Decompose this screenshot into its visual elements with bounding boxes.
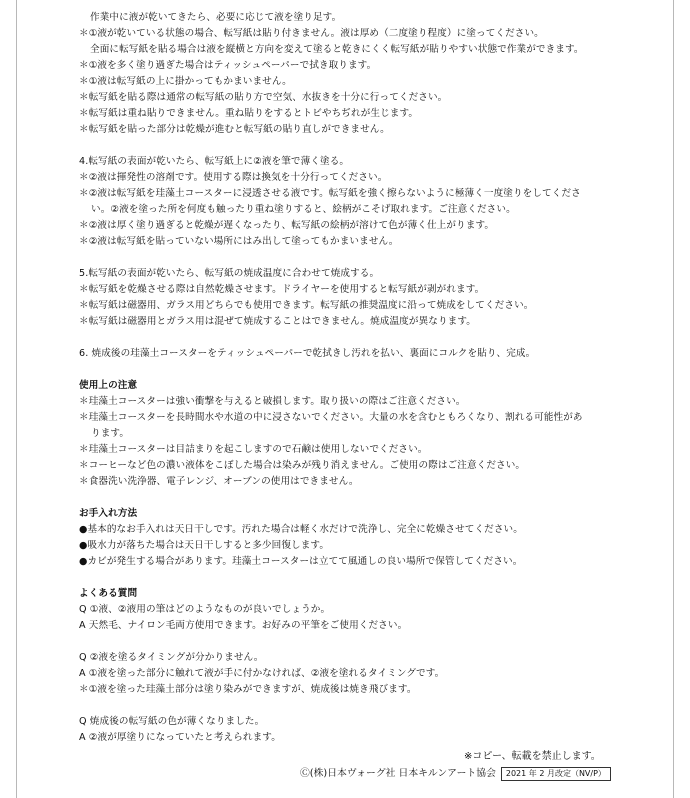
footer bbox=[300, 767, 611, 781]
step6-heading: 6. 焼成後の珪藻土コースターをティッシュペーパーで乾拭きし汚れを払い、裏面にコルクを貼り、完成。 bbox=[79, 348, 536, 359]
step3-note: ＊①液は転写紙の上に掛かってもかまいません。 bbox=[79, 76, 292, 87]
faq-answer: A ②液が厚塗りになっていたと考えられます。 bbox=[79, 732, 281, 743]
step5-note: ＊転写紙は磁器用、ガラス用どちらでも使用できます。転写紙の推奨温度に沿って焼成をしてください。 bbox=[79, 300, 534, 311]
document-page bbox=[16, 0, 674, 798]
step4-note: ＊②液は揮発性の溶剤です。使用する際は換気を十分行ってください。 bbox=[79, 172, 388, 183]
faq-question: Q ②液を塗るタイミングが分かりません。 bbox=[79, 652, 264, 663]
step4-note: い。②液を塗った所を何度も触ったり重ね塗りすると、絵柄がこそげ取れます。ご注意ください。 bbox=[91, 204, 516, 215]
caution-item: ります。 bbox=[91, 428, 130, 439]
step3-note: ＊①液を多く塗り過ぎた場合はティッシュペーパーで拭き取ります。 bbox=[79, 60, 377, 71]
instruction-content bbox=[79, 10, 619, 746]
faq-answer: A 天然毛、ナイロン毛両方使用できます。お好みの平筆をご使用ください。 bbox=[79, 620, 408, 631]
step3-note: ＊①液が乾いている状態の場合、転写紙は貼り付きません。液は厚め（二度塗り程度）に塗ってください。 bbox=[79, 28, 544, 39]
step3-note: 全面に転写紙を貼る場合は液を縦横と方向を変えて塗ると乾きにくく転写紙が貼りやすい状態で作業ができます。 bbox=[90, 44, 584, 55]
step4-heading: 4.転写紙の表面が乾いたら、転写紙上に②液を筆で薄く塗る。 bbox=[79, 156, 350, 167]
step3-continuation: 作業中に液が乾いてきたら、必要に応じて液を塗り足す。 bbox=[90, 12, 342, 23]
step5-note: ＊転写紙を乾燥させる際は自然乾燥させます。ドライヤーを使用すると転写紙が剥がれます。 bbox=[79, 284, 485, 295]
care-title: お手入れ方法 bbox=[79, 508, 138, 519]
caution-item: ＊食器洗い洗浄器、電子レンジ、オーブンの使用はできません。 bbox=[79, 476, 359, 487]
step4-note: ＊②液は転写紙を貼っていない場所にはみ出して塗ってもかまいません。 bbox=[79, 236, 399, 247]
step5-note: ＊転写紙は磁器用とガラス用は混ぜて焼成することはできません。焼成温度が異なります。 bbox=[79, 316, 476, 327]
caution-item: ＊珪藻土コースターは目詰まりを起こしますので石鹸は使用しないでください。 bbox=[79, 444, 428, 455]
faq-question: Q ①液、②液用の筆はどのようなものが良いでしょうか。 bbox=[79, 604, 331, 615]
cautions-title: 使用上の注意 bbox=[79, 380, 138, 391]
revision-date-box: 2021 年 2 月改定（NV/P） bbox=[501, 767, 611, 781]
care-item: ●カビが発生する場合があります。珪藻土コースターは立てて風通しの良い場所で保管してください。 bbox=[79, 556, 523, 567]
step3-note: ＊転写紙は重ね貼りできません。重ね貼りをするとトビやちぢれが生じます。 bbox=[79, 108, 419, 119]
copyright-text: Ⓒ(株)日本ヴォーグ社 日本キルンアート協会 bbox=[300, 768, 496, 779]
step4-note: ＊②液は厚く塗り過ぎると乾燥が遅くなったり、転写紙の絵柄が溶けて色が薄く仕上がります。 bbox=[79, 220, 495, 231]
faq-answer: A ①液を塗った部分に触れて液が手に付かなければ、②液を塗れるタイミングです。 bbox=[79, 668, 445, 679]
step3-note: ＊転写紙を貼った部分は乾燥が進むと転写紙の貼り直しができません。 bbox=[79, 124, 390, 135]
caution-item: ＊珪藻土コースターを長時間水や水道の中に浸さないでください。大量の水を含むともろくなり、割れる可能性があ bbox=[79, 412, 583, 423]
caution-item: ＊珪藻土コースターは強い衝撃を与えると破損します。取り扱いの際はご注意ください。 bbox=[79, 396, 466, 407]
step5-heading: 5.転写紙の表面が乾いたら、転写紙の焼成温度に合わせて焼成する。 bbox=[79, 268, 380, 279]
caution-item: ＊コーヒーなど色の濃い液体をこぼした場合は染みが残り消えません。ご使用の際はご注意ください。 bbox=[79, 460, 526, 471]
step4-note: ＊②液は転写紙を珪藻土コースターに浸透させる液です。転写紙を強く擦らないように極薄く一度塗りをしてくださ bbox=[79, 188, 581, 199]
copy-prohibited-notice: ※コピー、転載を禁止します。 bbox=[464, 751, 601, 762]
step3-note: ＊転写紙を貼る際は通常の転写紙の貼り方で空気、水抜きを十分に行ってください。 bbox=[79, 92, 448, 103]
care-item: ●吸水力が落ちた場合は天日干しすると多少回復します。 bbox=[79, 540, 330, 551]
faq-answer-note: ＊①液を塗った珪藻土部分は塗り染みができますが、焼成後は焼き飛びます。 bbox=[79, 684, 417, 695]
faq-title: よくある質問 bbox=[79, 588, 138, 599]
care-item: ●基本的なお手入れは天日干しです。汚れた場合は軽く水だけで洗浄し、完全に乾燥させてください。 bbox=[79, 524, 523, 535]
faq-question: Q 焼成後の転写紙の色が薄くなりました。 bbox=[79, 716, 265, 727]
